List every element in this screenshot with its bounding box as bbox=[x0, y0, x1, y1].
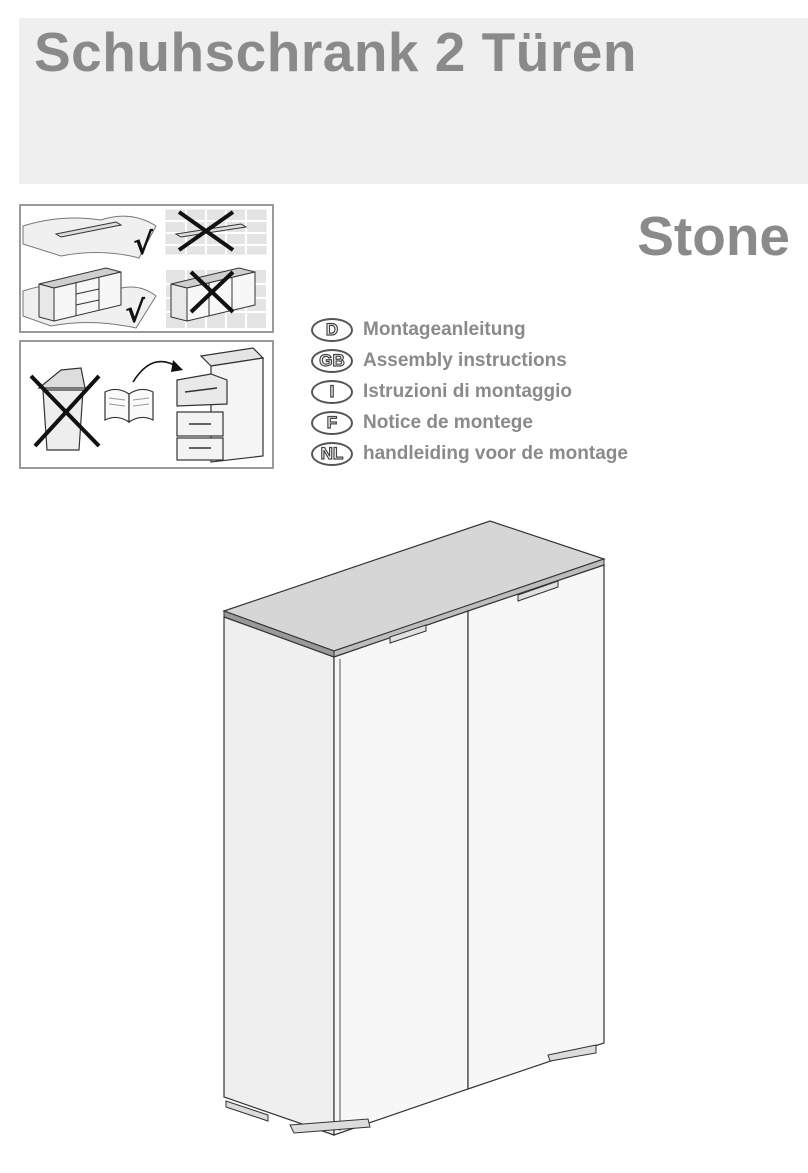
language-label: Montageanleitung bbox=[363, 318, 526, 340]
svg-text:√: √ bbox=[125, 295, 146, 330]
list-item bbox=[311, 314, 628, 345]
language-code-badge: F bbox=[311, 411, 353, 435]
language-code-badge: I bbox=[311, 380, 353, 404]
language-label: Notice de montege bbox=[363, 411, 533, 433]
no-power-tool-read-manual-icon bbox=[21, 342, 272, 467]
list-item bbox=[311, 376, 628, 407]
hint-read-manual bbox=[19, 340, 274, 469]
cabinet-drawing bbox=[218, 515, 610, 1145]
language-label: Istruzioni di montaggio bbox=[363, 380, 572, 402]
document-title: Schuhschrank 2 Türen bbox=[34, 21, 637, 83]
list-item bbox=[311, 345, 628, 376]
language-code-badge: D bbox=[311, 318, 353, 342]
soft-surface-check-icon bbox=[21, 206, 272, 331]
language-list bbox=[311, 314, 628, 469]
shoe-cabinet-illustration bbox=[218, 515, 610, 1150]
list-item bbox=[311, 438, 628, 469]
language-code-badge: GB bbox=[311, 349, 353, 373]
language-label: Assembly instructions bbox=[363, 349, 567, 371]
language-label: handleiding voor de montage bbox=[363, 442, 628, 464]
list-item bbox=[311, 407, 628, 438]
product-name: Stone bbox=[637, 205, 790, 267]
svg-text:√: √ bbox=[133, 227, 154, 262]
language-code-badge: NL bbox=[311, 442, 353, 466]
hint-soft-surface bbox=[19, 204, 274, 333]
